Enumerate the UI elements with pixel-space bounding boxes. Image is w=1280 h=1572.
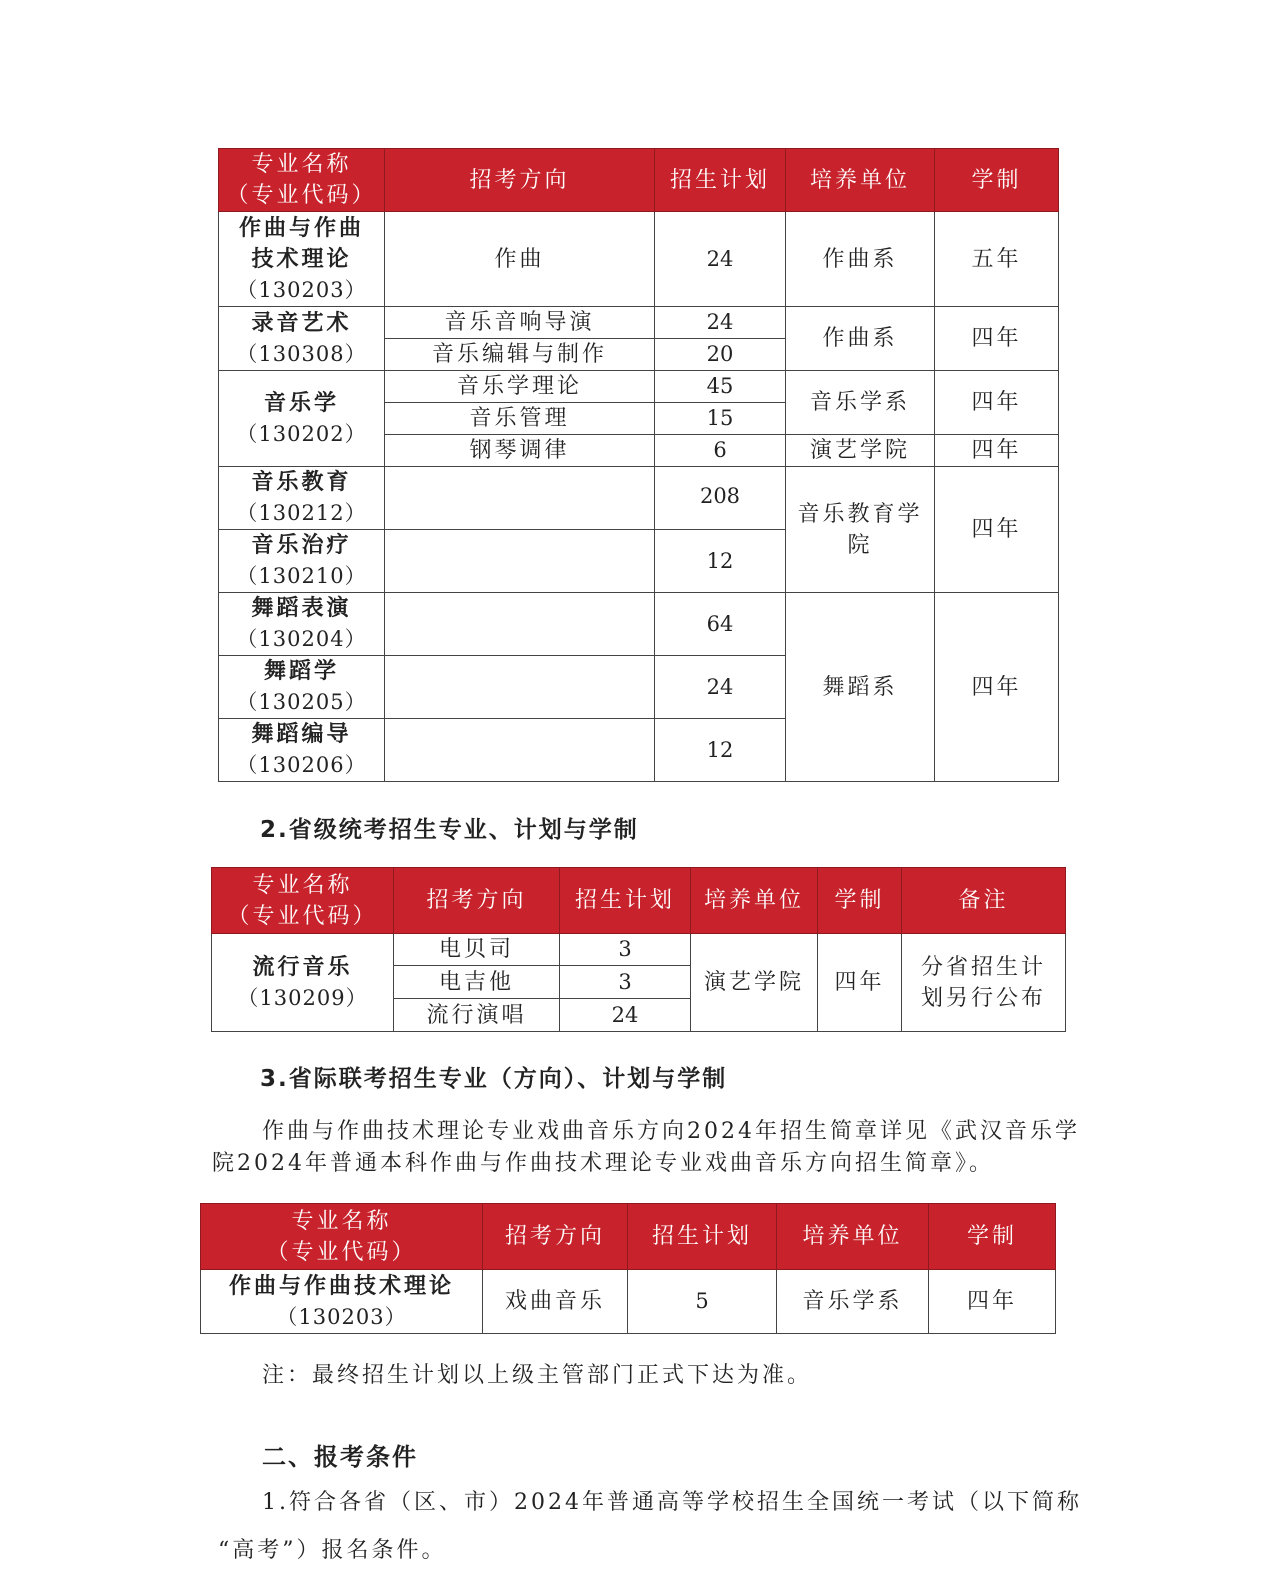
major-cell: 舞蹈表演 （130204）: [219, 593, 385, 656]
unit-cell: 演艺学院: [786, 435, 935, 467]
major-cell: 音乐治疗 （130210）: [219, 530, 385, 593]
plan-cell: 208: [655, 467, 786, 530]
plan-cell: 15: [655, 403, 786, 435]
header-direction: 招考方向: [385, 149, 655, 212]
direction-cell: 作曲: [385, 212, 655, 307]
note-cell: 分省招生计 划另行公布: [902, 934, 1066, 1032]
unit-cell: 音乐学系: [777, 1270, 929, 1334]
years-cell: 四年: [935, 593, 1059, 782]
major-cell: 作曲与作曲 技术理论 （130203）: [219, 212, 385, 307]
years-cell: 四年: [929, 1270, 1056, 1334]
unit-cell: 演艺学院: [691, 934, 818, 1032]
plan-cell: 3: [560, 934, 691, 966]
header-major-name: 专业名称 （专业代码）: [219, 149, 385, 212]
header-plan: 招生计划: [560, 868, 691, 934]
plan-cell: 6: [655, 435, 786, 467]
section3-paragraph-line2: 院2024年普通本科作曲与作曲技术理论专业戏曲音乐方向招生简章》。: [212, 1151, 994, 1176]
years-cell: 五年: [935, 212, 1059, 307]
header-years: 学制: [929, 1204, 1056, 1270]
direction-cell: [385, 530, 655, 593]
unit-cell: 作曲系: [786, 307, 935, 371]
unit-cell: 音乐教育学 院: [786, 467, 935, 593]
direction-cell: 钢琴调律: [385, 435, 655, 467]
unit-cell: 音乐学系: [786, 371, 935, 435]
direction-cell: 电贝司: [394, 934, 560, 966]
major-cell: 音乐学 （130202）: [219, 371, 385, 467]
years-cell: 四年: [935, 371, 1059, 435]
plan-cell: 12: [655, 719, 786, 782]
direction-cell: 音乐学理论: [385, 371, 655, 403]
requirement-item1-line1: 1.符合各省（区、市）2024年普通高等学校招生全国统一考试（以下简称: [262, 1490, 1082, 1515]
section-heading-requirements: 二、报考条件: [262, 1443, 418, 1471]
plan-cell: 45: [655, 371, 786, 403]
header-direction: 招考方向: [483, 1204, 628, 1270]
final-note: 注：最终招生计划以上级主管部门正式下达为准。: [262, 1363, 813, 1388]
header-unit: 培养单位: [777, 1204, 929, 1270]
direction-cell: [385, 719, 655, 782]
admission-table-1: [218, 148, 1059, 782]
direction-cell: 音乐音响导演: [385, 307, 655, 339]
header-years: 学制: [935, 149, 1059, 212]
plan-cell: 5: [628, 1270, 777, 1334]
section3-paragraph-line1: 作曲与作曲技术理论专业戏曲音乐方向2024年招生简章详见《武汉音乐学: [262, 1119, 1080, 1144]
header-unit: 培养单位: [786, 149, 935, 212]
direction-cell: 流行演唱: [394, 999, 560, 1032]
major-cell: 舞蹈编导 （130206）: [219, 719, 385, 782]
years-cell: 四年: [935, 467, 1059, 593]
header-plan: 招生计划: [628, 1204, 777, 1270]
years-cell: 四年: [935, 307, 1059, 371]
section-heading-2: 2.省级统考招生专业、计划与学制: [260, 817, 639, 843]
years-cell: 四年: [935, 435, 1059, 467]
header-note: 备注: [902, 868, 1066, 934]
plan-cell: 24: [655, 212, 786, 307]
major-cell: 舞蹈学 （130205）: [219, 656, 385, 719]
plan-cell: 12: [655, 530, 786, 593]
plan-cell: 24: [655, 307, 786, 339]
header-plan: 招生计划: [655, 149, 786, 212]
admission-table-2: [211, 867, 1066, 1032]
years-cell: 四年: [818, 934, 902, 1032]
direction-cell: 戏曲音乐: [483, 1270, 628, 1334]
admission-table-3: [200, 1203, 1056, 1334]
plan-cell: 24: [655, 656, 786, 719]
major-cell: 录音艺术 （130308）: [219, 307, 385, 371]
direction-cell: 音乐管理: [385, 403, 655, 435]
header-direction: 招考方向: [394, 868, 560, 934]
direction-cell: [385, 656, 655, 719]
plan-cell: 64: [655, 593, 786, 656]
header-years: 学制: [818, 868, 902, 934]
direction-cell: 音乐编辑与制作: [385, 339, 655, 371]
header-major-name: 专业名称 （专业代码）: [212, 868, 394, 934]
section-heading-3: 3.省际联考招生专业（方向）、计划与学制: [260, 1066, 728, 1092]
header-unit: 培养单位: [691, 868, 818, 934]
direction-cell: [385, 593, 655, 656]
plan-cell: 24: [560, 999, 691, 1032]
major-cell: 音乐教育 （130212）: [219, 467, 385, 530]
major-cell: 流行音乐 （130209）: [212, 934, 394, 1032]
header-major-name: 专业名称 （专业代码）: [201, 1204, 483, 1270]
major-cell: 作曲与作曲技术理论 （130203）: [201, 1270, 483, 1334]
plan-cell: 20: [655, 339, 786, 371]
direction-cell: 电吉他: [394, 966, 560, 999]
unit-cell: 作曲系: [786, 212, 935, 307]
direction-cell: [385, 467, 655, 530]
requirement-item1-line2: “高考”）报名条件。: [218, 1538, 447, 1563]
unit-cell: 舞蹈系: [786, 593, 935, 782]
plan-cell: 3: [560, 966, 691, 999]
